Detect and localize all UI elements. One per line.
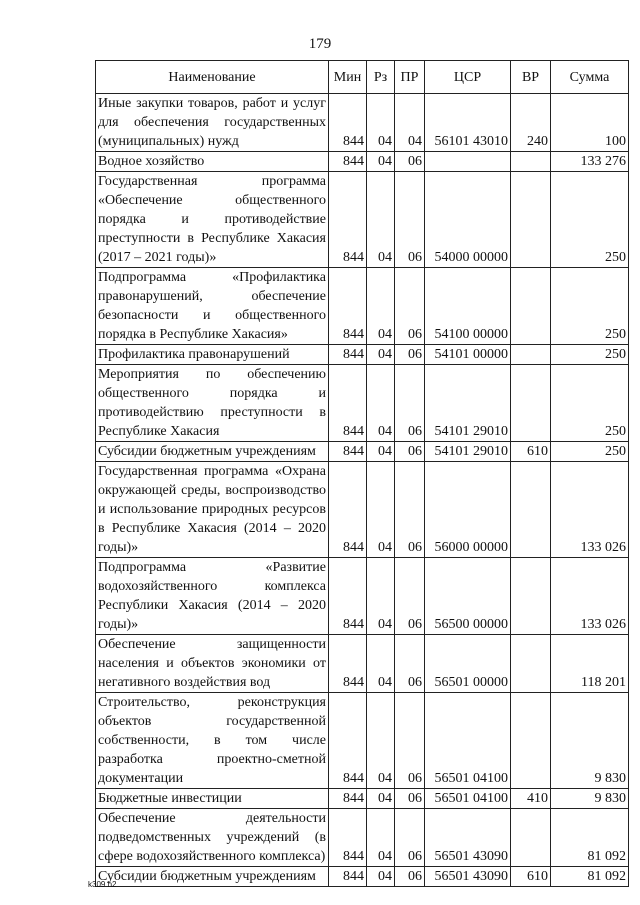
- table-row: [96, 867, 629, 887]
- row-pr: 06: [395, 268, 425, 345]
- row-rz: 04: [367, 172, 395, 268]
- row-csr: 54101 00000: [425, 345, 511, 365]
- row-vr: [511, 558, 551, 635]
- row-sum: 133 026: [551, 462, 629, 558]
- table-row: [96, 809, 629, 867]
- row-min: 844: [329, 789, 367, 809]
- header-csr: ЦСР: [425, 61, 511, 94]
- row-pr: 06: [395, 172, 425, 268]
- row-name: Водное хозяйство: [96, 152, 329, 172]
- row-pr: 06: [395, 867, 425, 887]
- row-vr: [511, 365, 551, 442]
- row-min: 844: [329, 442, 367, 462]
- row-vr: [511, 268, 551, 345]
- header-pr: ПР: [395, 61, 425, 94]
- table-row: [96, 365, 629, 442]
- row-rz: 04: [367, 558, 395, 635]
- row-csr: 56000 00000: [425, 462, 511, 558]
- row-sum: 9 830: [551, 789, 629, 809]
- row-rz: 04: [367, 268, 395, 345]
- row-pr: 06: [395, 789, 425, 809]
- row-vr: [511, 345, 551, 365]
- row-rz: 04: [367, 867, 395, 887]
- row-name: Государственная программа «Охрана окружающей среды, воспроизводство и использование природных ресурсов в Республике Хакасия (2014 – 2020 годы)»: [96, 462, 329, 558]
- row-pr: 06: [395, 462, 425, 558]
- row-rz: 04: [367, 809, 395, 867]
- header-sum: Сумма: [551, 61, 629, 94]
- row-rz: 04: [367, 693, 395, 789]
- row-sum: 133 276: [551, 152, 629, 172]
- row-vr: 610: [511, 867, 551, 887]
- row-vr: [511, 152, 551, 172]
- row-csr: 56101 43010: [425, 94, 511, 152]
- page-number: 179: [308, 36, 332, 52]
- row-sum: 100: [551, 94, 629, 152]
- row-name: Профилактика правонарушений: [96, 345, 329, 365]
- row-name: Строительство, реконструкция объектов государственной собственности, в том числе разработка проектно-сметной документации: [96, 693, 329, 789]
- table-row: [96, 462, 629, 558]
- header-vr: ВР: [511, 61, 551, 94]
- table-row: [96, 442, 629, 462]
- row-csr: 56501 43090: [425, 867, 511, 887]
- row-name: Обеспечение деятельности подведомственных учреждений (в сфере водохозяйственного комплекса): [96, 809, 329, 867]
- row-sum: 250: [551, 442, 629, 462]
- row-min: 844: [329, 558, 367, 635]
- row-csr: 54101 29010: [425, 365, 511, 442]
- row-rz: 04: [367, 152, 395, 172]
- row-sum: 81 092: [551, 867, 629, 887]
- row-sum: 133 026: [551, 558, 629, 635]
- row-pr: 06: [395, 442, 425, 462]
- header-min: Мин: [329, 61, 367, 94]
- row-rz: 04: [367, 365, 395, 442]
- header-name: Наименование: [96, 61, 329, 94]
- table-row: [96, 268, 629, 345]
- row-name: Бюджетные инвестиции: [96, 789, 329, 809]
- table-header-row: [96, 61, 629, 94]
- row-csr: 56501 43090: [425, 809, 511, 867]
- table-row: [96, 172, 629, 268]
- row-sum: 81 092: [551, 809, 629, 867]
- row-min: 844: [329, 867, 367, 887]
- row-sum: 250: [551, 345, 629, 365]
- row-rz: 04: [367, 442, 395, 462]
- row-min: 844: [329, 94, 367, 152]
- row-sum: 250: [551, 268, 629, 345]
- table-row: [96, 152, 629, 172]
- row-min: 844: [329, 365, 367, 442]
- row-pr: 06: [395, 558, 425, 635]
- row-name: Обеспечение защищенности населения и объектов экономики от негативного воздействия вод: [96, 635, 329, 693]
- row-sum: 9 830: [551, 693, 629, 789]
- row-min: 844: [329, 693, 367, 789]
- row-name: Подпрограмма «Профилактика правонарушений, обеспечение безопасности и общественного порядка в Республике Хакасия»: [96, 268, 329, 345]
- row-csr: 56501 04100: [425, 693, 511, 789]
- row-csr: 54100 00000: [425, 268, 511, 345]
- row-sum: 250: [551, 172, 629, 268]
- row-rz: 04: [367, 345, 395, 365]
- row-vr: 410: [511, 789, 551, 809]
- row-csr: 56501 04100: [425, 789, 511, 809]
- row-pr: 06: [395, 809, 425, 867]
- row-name: Иные закупки товаров, работ и услуг для обеспечения государственных (муниципальных) нужд: [96, 94, 329, 152]
- row-min: 844: [329, 268, 367, 345]
- table-row: [96, 789, 629, 809]
- row-sum: 250: [551, 365, 629, 442]
- row-name: Субсидии бюджетным учреждениям: [96, 867, 329, 887]
- table-row: [96, 693, 629, 789]
- row-rz: 04: [367, 94, 395, 152]
- row-vr: [511, 693, 551, 789]
- row-vr: [511, 635, 551, 693]
- table-row: [96, 635, 629, 693]
- row-name: Мероприятия по обеспечению общественного порядка и противодействию преступности в Республике Хакасия: [96, 365, 329, 442]
- row-pr: 06: [395, 635, 425, 693]
- row-pr: 06: [395, 365, 425, 442]
- row-min: 844: [329, 345, 367, 365]
- row-min: 844: [329, 462, 367, 558]
- row-rz: 04: [367, 789, 395, 809]
- row-csr: 56500 00000: [425, 558, 511, 635]
- row-csr: 54000 00000: [425, 172, 511, 268]
- table-row: [96, 94, 629, 152]
- row-csr: 56501 00000: [425, 635, 511, 693]
- row-pr: 06: [395, 152, 425, 172]
- row-vr: 240: [511, 94, 551, 152]
- row-min: 844: [329, 635, 367, 693]
- row-min: 844: [329, 172, 367, 268]
- row-vr: [511, 809, 551, 867]
- row-csr: [425, 152, 511, 172]
- table-row: [96, 558, 629, 635]
- row-rz: 04: [367, 635, 395, 693]
- row-sum: 118 201: [551, 635, 629, 693]
- row-pr: 04: [395, 94, 425, 152]
- row-csr: 54101 29010: [425, 442, 511, 462]
- footer-code: k309 h2: [88, 880, 117, 889]
- header-rz: Рз: [367, 61, 395, 94]
- table-body: [96, 94, 629, 887]
- row-pr: 06: [395, 693, 425, 789]
- row-name: Субсидии бюджетным учреждениям: [96, 442, 329, 462]
- row-vr: [511, 172, 551, 268]
- row-name: Государственная программа «Обеспечение общественного порядка и противодействие преступности в Республике Хакасия (2017 – 2021 годы)»: [96, 172, 329, 268]
- budget-table: [95, 60, 629, 887]
- row-pr: 06: [395, 345, 425, 365]
- row-min: 844: [329, 152, 367, 172]
- row-vr: 610: [511, 442, 551, 462]
- table-row: [96, 345, 629, 365]
- row-min: 844: [329, 809, 367, 867]
- row-vr: [511, 462, 551, 558]
- row-rz: 04: [367, 462, 395, 558]
- row-name: Подпрограмма «Развитие водохозяйственного комплекса Республики Хакасия (2014 – 2020 годы)»: [96, 558, 329, 635]
